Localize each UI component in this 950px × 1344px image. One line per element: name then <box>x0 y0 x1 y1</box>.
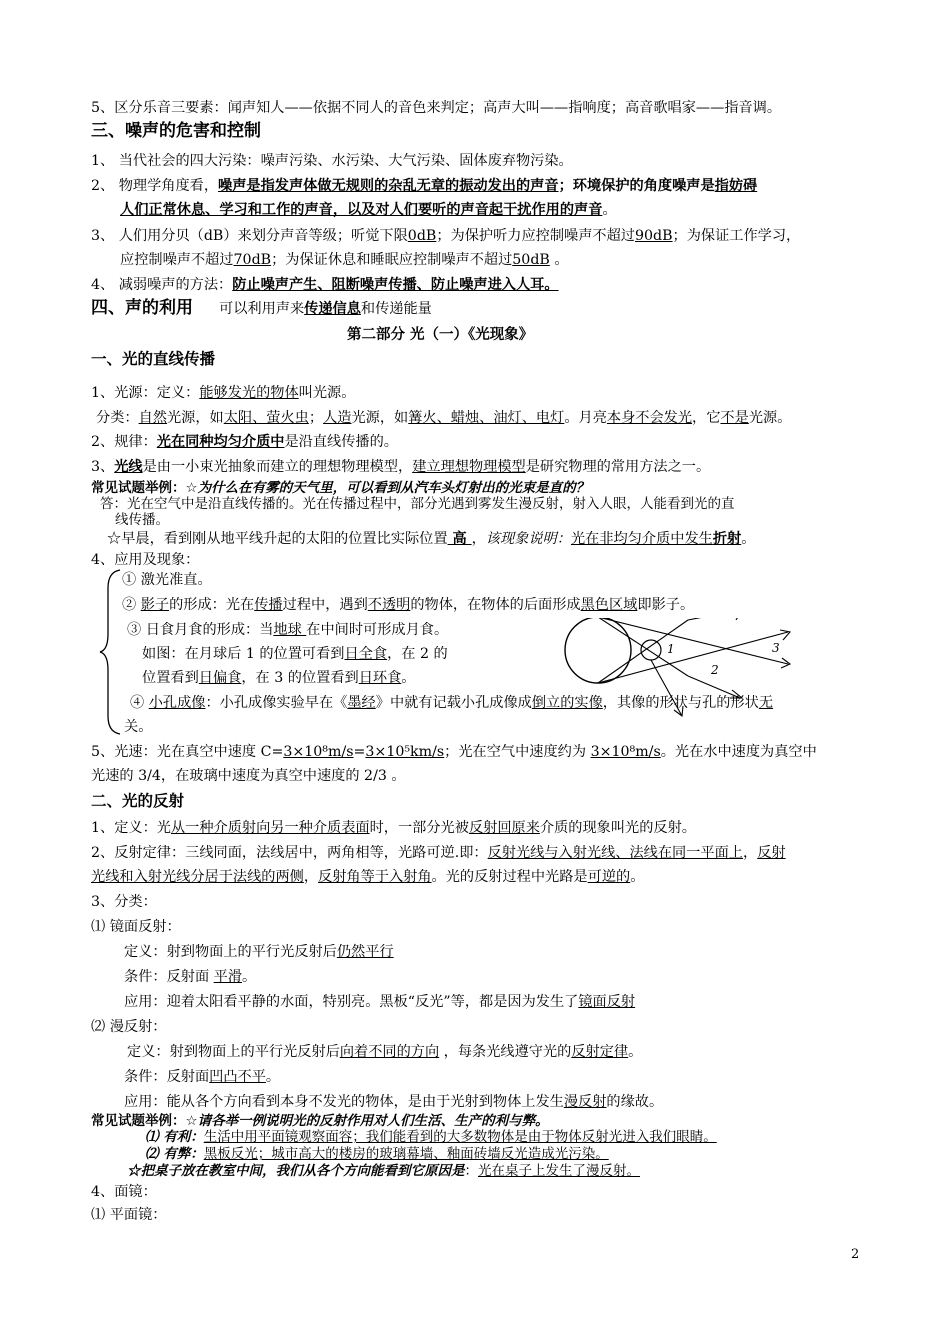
text-line: 4、应用及现象： <box>91 552 200 568</box>
text-line: ④ 小孔成像：小孔成像实验早在《墨经》中就有记载小孔成像成倒立的实像，其像的形状与孔的形状无 <box>130 695 774 711</box>
answer-line: 答：光在空气中是沿直线传播的。光在传播过程中，部分光遇到雾发生漫反射，射入人眼，人能看到光的直 <box>100 496 735 512</box>
text-line: 4、 减弱噪声的方法：防止噪声产生、阻断噪声传播、防止噪声进入人耳。 <box>91 277 559 293</box>
text-line: 1、光源：定义：能够发光的物体叫光源。 <box>91 385 356 401</box>
text-line: 应用：迎着太阳看平静的水面，特别亮。黑板“反光”等，都是因为发生了镜面反射 <box>124 994 636 1010</box>
text-line: 3、 人们用分贝（dB）来划分声音等级；听觉下限0dB；为保护听力应控制噪声不超过90dB；为保证工作学习， <box>91 228 801 244</box>
diagram-label: 1 <box>667 642 675 656</box>
text-line: ⑴ 镜面反射： <box>91 919 181 935</box>
text-line: 条件：反射面凹凸不平。 <box>124 1069 281 1085</box>
diagram-label: 3 <box>772 641 780 655</box>
text-line: ② 影子的形成：光在传播过程中，遇到不透明的物体，在物体的后面形成黑色区域即影子。 <box>122 597 695 613</box>
moon-circle <box>641 640 661 660</box>
answer-line: ⑴ 有利：生活中用平面镜观察面容；我们能看到的大多数物体是由于物体反射光进入我们眼睛。 <box>145 1129 717 1145</box>
text-line: 1、定义：光从一种介质射向另一种介质表面时，一部分光被反射回原来介质的现象叫光的反射。 <box>91 820 696 836</box>
text-line: 位置看到日偏食，在 3 的位置看到日环食。 <box>142 670 416 686</box>
text-line: 如图：在月球后 1 的位置可看到日全食，在 2 的 <box>142 646 448 662</box>
section-heading: 四、声的利用 可以利用声来传递信息和传递能量 <box>91 298 432 318</box>
section-heading: 三、噪声的危害和控制 <box>91 121 261 141</box>
subsection-heading: 二、光的反射 <box>91 792 185 810</box>
text-line: 人们正常休息、学习和工作的声音，以及对人们要听的声音起干扰作用的声音。 <box>120 202 617 218</box>
text-line: 4、面镜： <box>91 1184 157 1200</box>
text-line: ☆早晨，看到刚从地平线升起的太阳的位置比实际位置 高 ，该现象说明：光在非均匀介质中发生折射。 <box>107 531 756 547</box>
text-line: 条件：反射面 平滑。 <box>124 969 257 985</box>
part-title: 第二部分 光（一）《光现象》 <box>347 327 534 343</box>
text-line: 2、反射定律：三线同面，法线居中，两角相等，光路可逆.即：反射光线与入射光线、法线在同一平面上，反射 <box>91 845 786 861</box>
arrow-icon <box>674 706 683 716</box>
example-heading: 常见试题举例：☆为什么在有雾的天气里，可以看到从汽车头灯射出的光束是直的？ <box>91 480 590 496</box>
diagram-label: 2 <box>711 663 719 677</box>
text-line: 应用：能从各个方向看到本身不发光的物体，是由于光射到物体上发生漫反射的缘故。 <box>124 1094 664 1110</box>
text-line: 3、光线是由一小束光抽象而建立的理想物理模型，建立理想物理模型是研究物理的常用方法之一。 <box>91 459 711 475</box>
answer-line: ☆把桌子放在教室中间，我们从各个方向能看到它原因是：光在桌子上发生了漫反射。 <box>127 1163 640 1179</box>
arrow-icon <box>732 618 742 620</box>
ray-line <box>688 618 740 620</box>
text-line: 定义：射到物面上的平行光反射后向着不同的方向 ，每条光线遵守光的反射定律。 <box>127 1044 643 1060</box>
sun-circle <box>565 618 631 683</box>
text-line: 5、光速：光在真空中速度 C=3×10⁸m/s=3×10⁵km/s；光在空气中速度约为 3×10⁸m/s。光在水中速度为真空中 <box>91 744 817 760</box>
ray-line <box>688 676 740 698</box>
text-line: 3、分类： <box>91 894 157 910</box>
text-line: 光线和入射光线分居于法线的两侧，反射角等于入射角。光的反射过程中光路是可逆的。 <box>91 869 645 885</box>
subsection-heading: 一、光的直线传播 <box>91 350 216 368</box>
text-line: 光速的 3/4，在玻璃中速度为真空中速度的 2/3 。 <box>91 768 406 784</box>
text-line: ⑴ 平面镜： <box>91 1207 167 1223</box>
arrow-icon <box>780 630 790 640</box>
text-line: 2、 物理学角度看，噪声是指发声体做无规则的杂乱无章的振动发出的声音；环境保护的角度噪声是指妨碍 <box>91 178 758 194</box>
text-line: ① 激光准直。 <box>122 572 212 588</box>
text-line: 应控制噪声不超过70dB；为保证休息和睡眠应控制噪声不超过50dB 。 <box>120 252 569 268</box>
text-line: 1、 当代社会的四大污染：噪声污染、水污染、大气污染、固体废弃物污染。 <box>91 153 573 169</box>
answer-line: ⑵ 有弊：黑板反光；城市高大的楼房的玻璃幕墙、釉面砖墙反光造成光污染。 <box>145 1146 609 1162</box>
text-line: ③ 日食月食的形成：当地球 在中间时可形成月食。 <box>127 622 449 638</box>
text-line: ⑵ 漫反射： <box>91 1019 167 1035</box>
text-line: 2、规律：光在同种均匀介质中是沿直线传播的。 <box>91 434 398 450</box>
text-line: 分类：自然光源，如太阳、萤火虫；人造光源，如篝火、蜡烛、油灯、电灯。月亮本身不会发光，它不是光源。 <box>96 410 792 426</box>
text-line: 定义：射到物面上的平行光反射后仍然平行 <box>124 944 394 960</box>
brace-icon <box>96 568 126 736</box>
eclipse-diagram <box>560 618 800 720</box>
example-heading: 常见试题举例：☆请各举一例说明光的反射作用对人们生活、生产的利与弊。 <box>91 1113 549 1129</box>
page-number: 2 <box>851 1247 860 1262</box>
answer-line: 线传播。 <box>115 512 169 528</box>
text-line: 关。 <box>124 719 153 735</box>
text-line: 5、区分乐音三要素：闻声知人——依据不同人的音色来判定；高声大叫——指响度；高音歌唱家——指音调。 <box>91 100 782 116</box>
